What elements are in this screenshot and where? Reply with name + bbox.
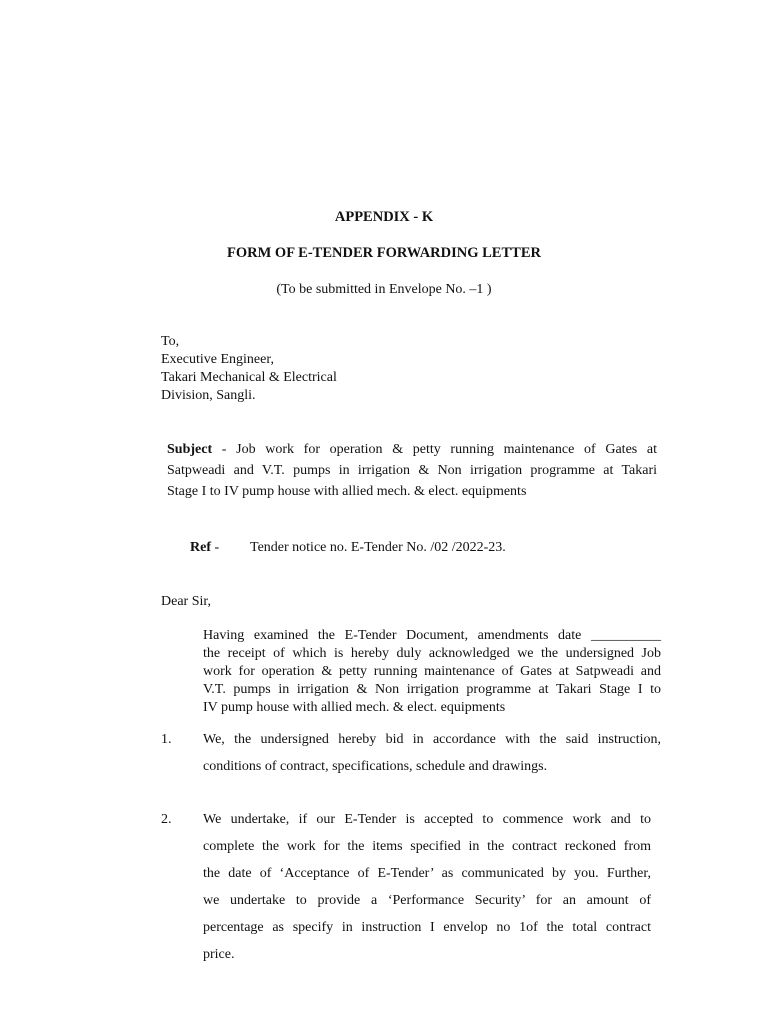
clause-line: price. bbox=[203, 947, 235, 962]
subject-text: Job work for operation & petty running maintenance of Gates at bbox=[236, 442, 657, 457]
subject-block bbox=[167, 439, 657, 502]
envelope-note: (To be submitted in Envelope No. –1 ) bbox=[276, 282, 492, 297]
ref-separator: - bbox=[211, 540, 220, 555]
address-line: Division, Sangli. bbox=[161, 388, 256, 403]
ref-text: Tender notice no. E-Tender No. /02 /2022-23. bbox=[250, 540, 506, 555]
intro-line: IV pump house with allied mech. & elect. equipments bbox=[203, 700, 506, 715]
ref-label-group bbox=[190, 539, 219, 557]
subject-line bbox=[167, 439, 657, 460]
clause-1-text bbox=[203, 728, 661, 782]
intro-line: work for operation & petty running maintenance of Gates at Satpweadi and bbox=[203, 664, 661, 679]
ref-label: Ref bbox=[190, 540, 211, 555]
address-line: Takari Mechanical & Electrical bbox=[161, 370, 337, 385]
clause-number: 1. bbox=[161, 732, 172, 747]
address-line: Executive Engineer, bbox=[161, 352, 274, 367]
intro-line: the receipt of which is hereby duly acknowledged we the undersigned Job bbox=[203, 646, 661, 661]
appendix-heading: APPENDIX - K bbox=[334, 209, 434, 225]
clause-line: complete the work for the items specified in the contract reckoned from bbox=[203, 839, 651, 854]
address-to: To, bbox=[161, 334, 180, 349]
intro-paragraph bbox=[203, 627, 661, 717]
clause-line: We undertake, if our E-Tender is accepted to commence work and to bbox=[203, 812, 651, 827]
subject-separator: - bbox=[212, 442, 237, 457]
clause-line: the date of ‘Acceptance of E-Tender’ as communicated by you. Further, bbox=[203, 866, 651, 881]
clause-line: conditions of contract, specifications, schedule and drawings. bbox=[203, 759, 548, 774]
intro-line: V.T. pumps in irrigation & Non irrigation programme at Takari Stage I to bbox=[203, 682, 661, 697]
intro-line: Having examined the E-Tender Document, amendments date __________ bbox=[203, 628, 661, 643]
subject-line: Satpweadi and V.T. pumps in irrigation & Non irrigation programme at Takari bbox=[167, 463, 657, 478]
subject-label: Subject bbox=[167, 442, 213, 457]
salutation: Dear Sir, bbox=[161, 594, 211, 609]
clause-line: we undertake to provide a ‘Performance Security’ for an amount of bbox=[203, 893, 651, 908]
clause-line: We, the undersigned hereby bid in accordance with the said instruction, bbox=[203, 732, 661, 747]
form-title: FORM OF E-TENDER FORWARDING LETTER bbox=[227, 245, 541, 261]
clause-number: 2. bbox=[161, 812, 172, 827]
subject-line: Stage I to IV pump house with allied mech. & elect. equipments bbox=[167, 484, 527, 499]
clause-2-text bbox=[203, 808, 651, 970]
clause-line: percentage as specify in instruction I envelop no 1of the total contract bbox=[203, 920, 651, 935]
